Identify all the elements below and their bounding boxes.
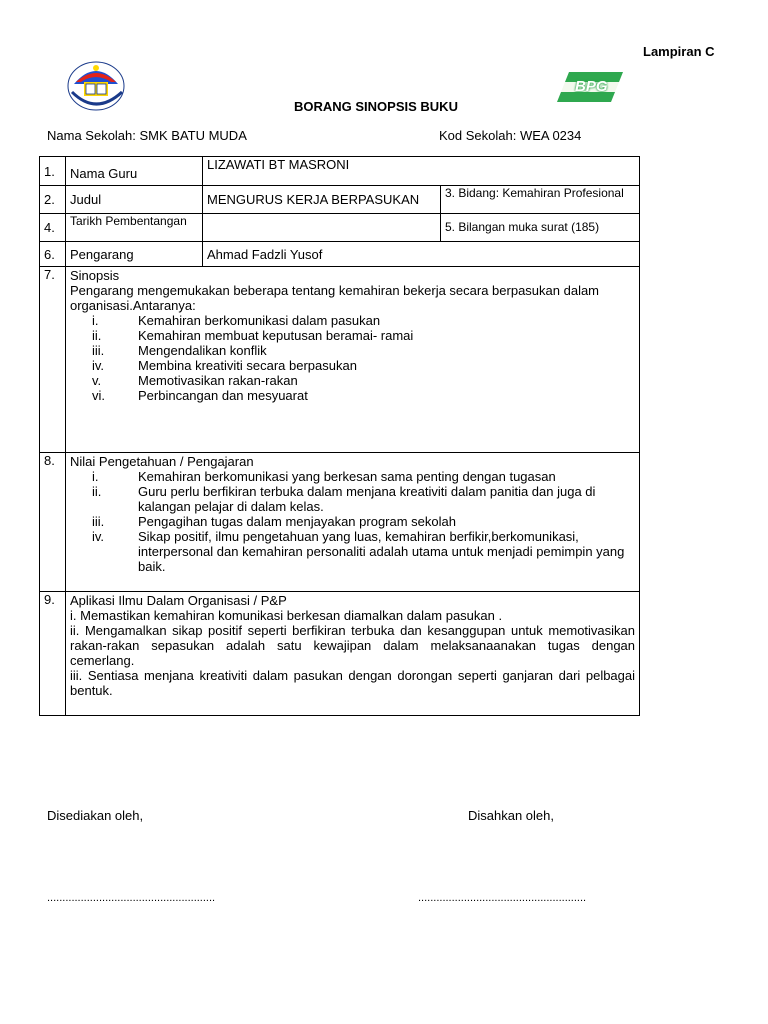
row-number: 6. <box>40 242 66 267</box>
list-item: ii. Kemahiran membuat keputusan beramai- ramai <box>92 328 414 343</box>
row-nama-guru <box>40 157 640 186</box>
row-number: 2. <box>40 186 66 214</box>
row-label: Pengarang <box>66 242 203 267</box>
row-value: Ahmad Fadzli Yusof <box>203 242 640 267</box>
row-value: MENGURUS KERJA BERPASUKAN <box>203 186 441 214</box>
row-value: LIZAWATI BT MASRONI <box>203 157 640 186</box>
list-item: v. Memotivasikan rakan-rakan <box>92 373 298 388</box>
signature-line-right: ....................................................... <box>418 892 587 904</box>
page-title: BORANG SINOPSIS BUKU <box>294 99 458 114</box>
aplikasi-heading: Aplikasi Ilmu Dalam Organisasi / P&P <box>70 593 287 608</box>
bpg-logo <box>555 70 625 104</box>
row-number: 9. <box>40 592 66 716</box>
row-extra: 5. Bilangan muka surat (185) <box>441 214 640 242</box>
synopsis-table <box>39 156 640 716</box>
list-item: i. Kemahiran berkomunikasi yang berkesan sama penting dengan tugasan <box>92 469 556 484</box>
row-judul <box>40 186 640 214</box>
row-number: 8. <box>40 453 66 592</box>
sinopsis-cell <box>66 267 640 453</box>
nilai-cell <box>66 453 640 592</box>
row-label: Tarikh Pembentangan <box>66 214 203 242</box>
aplikasi-line: iii. Sentiasa menjana kreativiti dalam pasukan dengan dorongan seperti ganjaran dari pelbagai bentuk. <box>70 668 636 698</box>
nilai-heading: Nilai Pengetahuan / Pengajaran <box>70 454 254 469</box>
nilai-list <box>70 469 635 574</box>
school-code: Kod Sekolah: WEA 0234 <box>439 128 582 143</box>
row-number: 4. <box>40 214 66 242</box>
approved-by-label: Disahkan oleh, <box>468 808 554 823</box>
row-number: 7. <box>40 267 66 453</box>
list-item: i. Kemahiran berkomunikasi dalam pasukan <box>92 313 381 328</box>
list-item: iii. Pengagihan tugas dalam menjayakan program sekolah <box>92 514 456 529</box>
row-nilai <box>40 453 640 592</box>
list-item: iii. Mengendalikan konflik <box>92 343 267 358</box>
row-tarikh <box>40 214 640 242</box>
row-pengarang <box>40 242 640 267</box>
ministry-logo <box>66 58 132 112</box>
prepared-by-label: Disediakan oleh, <box>47 808 144 823</box>
row-value <box>203 214 441 242</box>
school-name: Nama Sekolah: SMK BATU MUDA <box>47 128 247 143</box>
list-item: vi. Perbincangan dan mesyuarat <box>92 388 308 403</box>
list-item: ii. Guru perlu berfikiran terbuka dalam menjana kreativiti dalam panitia dan juga di kalangan pelajar di dalam kelas. <box>92 484 596 514</box>
list-item: iv. Sikap positif, ilmu pengetahuan yang luas, kemahiran berfikir,berkomunikasi, interpersonal dan kemahiran personaliti adalah utama untuk menjadi pemimpin yang baik. <box>92 529 625 574</box>
row-label: Nama Guru <box>66 157 203 186</box>
row-number: 1. <box>40 157 66 186</box>
row-label: Judul <box>66 186 203 214</box>
row-aplikasi <box>40 592 640 716</box>
aplikasi-line: i. Memastikan kemahiran komunikasi berkesan diamalkan dalam pasukan . <box>70 608 503 623</box>
sinopsis-list <box>70 313 635 403</box>
bpg-logo-text: BPG <box>575 78 608 95</box>
sinopsis-intro: Pengarang mengemukakan beberapa tentang kemahiran bekerja secara berpasukan dalam organisasi.Antaranya: <box>70 283 600 313</box>
list-item: iv. Membina kreativiti secara berpasukan <box>92 358 357 373</box>
aplikasi-cell <box>66 592 640 716</box>
row-sinopsis <box>40 267 640 453</box>
signature-line-left: ....................................................... <box>47 892 216 904</box>
row-extra: 3. Bidang: Kemahiran Profesional <box>441 186 640 214</box>
aplikasi-line: ii. Mengamalkan sikap positif seperti berfikiran terbuka dan kesanggupan untuk memotivasikan rakan-rakan sepasukan adalah satu kewajipan dalam melaksanaanakan tugas dengan cemerlang. <box>70 623 636 668</box>
sinopsis-heading: Sinopsis <box>70 268 120 283</box>
lampiran-label: Lampiran C <box>643 44 715 59</box>
